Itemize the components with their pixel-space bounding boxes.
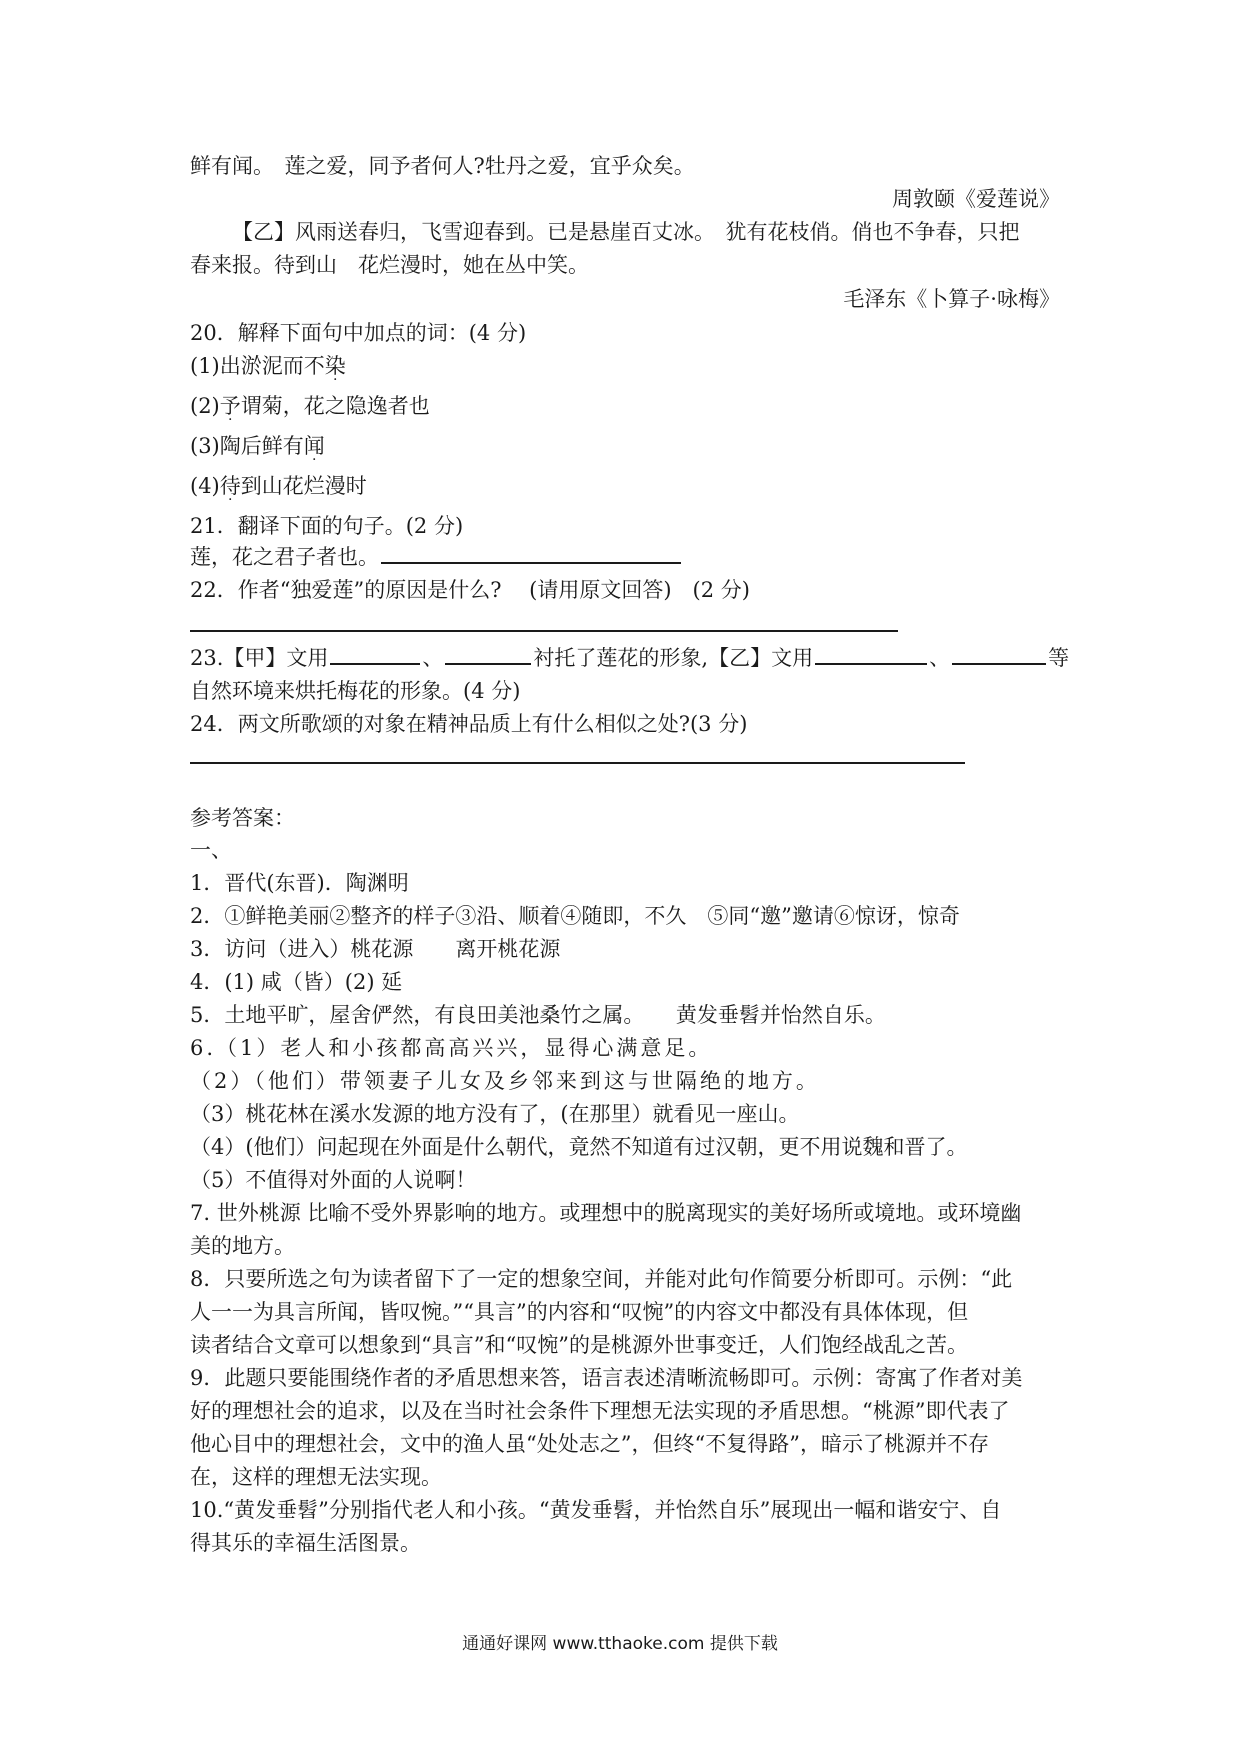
- q23-blank-3[interactable]: [815, 645, 927, 665]
- question-23-line2: 自然环境来烘托梅花的形象。(4 分): [190, 679, 521, 703]
- q23-part-d: 、: [929, 646, 951, 670]
- answer-6-2: （2）（他们）带领妻子儿女及乡邻来到这与世隔绝的地方。: [190, 1069, 820, 1093]
- q20-2-text: 谓菊，花之隐逸者也: [240, 394, 430, 418]
- question-23-line1: [190, 642, 1070, 674]
- answer-9-line3: 他心目中的理想社会，文中的渔人虽“处处志之”，但终“不复得路”，暗示了桃源并不存: [190, 1432, 989, 1456]
- answer-9-line1: 9．此题只要能围绕作者的矛盾思想来答，语言表述清晰流畅即可。示例：寄寓了作者对美: [190, 1366, 1023, 1390]
- question-20-item-2: [190, 390, 1060, 422]
- q20-3-dotted-word: 闻: [303, 434, 325, 458]
- answer-6-3: （3）桃花林在溪水发源的地方没有了，(在那里）就看见一座山。: [190, 1102, 800, 1126]
- answer-6-1: 6.（1）老人和小孩都高高兴兴，显得心满意足。: [190, 1036, 713, 1060]
- q23-part-e: 等: [1048, 646, 1070, 670]
- q21-answer-blank[interactable]: [381, 544, 681, 564]
- answer-6-5: （5）不值得对外面的人说啊！: [190, 1168, 477, 1192]
- answer-10-line2: 得其乐的幸福生活图景。: [190, 1531, 421, 1555]
- question-20: 20．解释下面句中加点的词：(4 分): [190, 321, 527, 345]
- answer-2: 2．①鲜艳美丽②整齐的样子③沿、顺着④随即，不久 ⑤同“邀”邀请⑥惊讶，惊奇: [190, 904, 960, 928]
- q23-blank-1[interactable]: [330, 645, 420, 665]
- question-21-sentence-line: [190, 541, 1060, 573]
- passage-yi-source: 毛泽东《卜算子·咏梅》: [843, 287, 1060, 311]
- q23-blank-4[interactable]: [952, 645, 1046, 665]
- q20-4-text: 到山花烂漫时: [240, 474, 367, 498]
- answer-9-line4: 在，这样的理想无法实现。: [190, 1465, 442, 1489]
- q24-answer-line[interactable]: [190, 762, 965, 764]
- answer-10-line1: 10.“黄发垂髫”分别指代老人和小孩。“黄发垂髫，并怡然自乐”展现出一幅和谐安宁、自: [190, 1498, 1002, 1522]
- question-20-item-3: [190, 430, 1060, 462]
- answer-4: 4．(1) 咸（皆）(2) 延: [190, 970, 403, 994]
- passage-jia-tail: 鲜有闻。 莲之爱，同予者何人?牡丹之爱，宜乎众矣。: [190, 154, 695, 178]
- q21-sentence: 莲，花之君子者也。: [190, 545, 379, 569]
- passage-yi-line2: 春来报。待到山 花烂漫时，她在丛中笑。: [190, 253, 589, 277]
- answers-section: 一、: [190, 838, 232, 862]
- q20-1-text: (1)出淤泥而不: [190, 354, 325, 378]
- q20-3-text: (3)陶后鲜有: [190, 434, 304, 458]
- question-20-item-1: [190, 350, 1060, 382]
- answer-7-line2: 美的地方。: [190, 1234, 295, 1258]
- answer-5: 5．土地平旷，屋舍俨然，有良田美池桑竹之属。 黄发垂髫并怡然自乐。: [190, 1003, 886, 1027]
- question-24: 24．两文所歌颂的对象在精神品质上有什么相似之处?(3 分): [190, 712, 748, 736]
- q20-2-prefix: (2): [190, 394, 220, 418]
- passage-yi-line1: 【乙】风雨送春归，飞雪迎春到。已是悬崖百丈冰。 犹有花枝俏。俏也不争春，只把: [232, 220, 1020, 244]
- answer-8-line2: 人一一为具言所闻，皆叹惋。”“具言”的内容和“叹惋”的内容文中都没有具体体现，但: [190, 1300, 969, 1324]
- q23-blank-2[interactable]: [445, 645, 531, 665]
- answer-1: 1．晋代(东晋)．陶渊明: [190, 871, 409, 895]
- question-21: 21．翻译下面的句子。(2 分): [190, 514, 464, 538]
- q23-part-c: 衬托了莲花的形象,【乙】文用: [533, 646, 814, 670]
- question-20-item-4: [190, 470, 1060, 502]
- q20-2-dotted-word: 予: [219, 394, 241, 418]
- passage-jia-source: 周敦颐《爱莲说》: [892, 187, 1060, 211]
- answers-heading: 参考答案：: [190, 806, 295, 830]
- answer-6-4: （4）(他们）问起现在外面是什么朝代，竟然不知道有过汉朝，更不用说魏和晋了。: [190, 1135, 968, 1159]
- q23-part-b: 、: [422, 646, 444, 670]
- page-footer: 通通好课网 www.tthaoke.com 提供下载: [462, 1634, 778, 1654]
- answer-3: 3．访问（进入）桃花源 离开桃花源: [190, 937, 561, 961]
- question-22: 22．作者“独爱莲”的原因是什么? (请用原文回答) (2 分): [190, 578, 750, 602]
- q22-answer-line[interactable]: [190, 630, 898, 632]
- q20-1-dotted-word: 染: [324, 354, 346, 378]
- q20-4-prefix: (4): [190, 474, 220, 498]
- q20-4-dotted-word: 待: [219, 474, 241, 498]
- answer-7-line1: 7. 世外桃源 比喻不受外界影响的地方。或理想中的脱离现实的美好场所或境地。或环境幽: [190, 1201, 1022, 1225]
- q23-part-a: 23.【甲】文用: [190, 646, 329, 670]
- answer-8-line3: 读者结合文章可以想象到“具言”和“叹惋”的是桃源外世事变迁，人们饱经战乱之苦。: [190, 1333, 968, 1357]
- answer-9-line2: 好的理想社会的追求，以及在当时社会条件下理想无法实现的矛盾思想。“桃源”即代表了: [190, 1399, 1010, 1423]
- answer-8-line1: 8．只要所选之句为读者留下了一定的想象空间，并能对此句作简要分析即可。示例：“此: [190, 1267, 1013, 1291]
